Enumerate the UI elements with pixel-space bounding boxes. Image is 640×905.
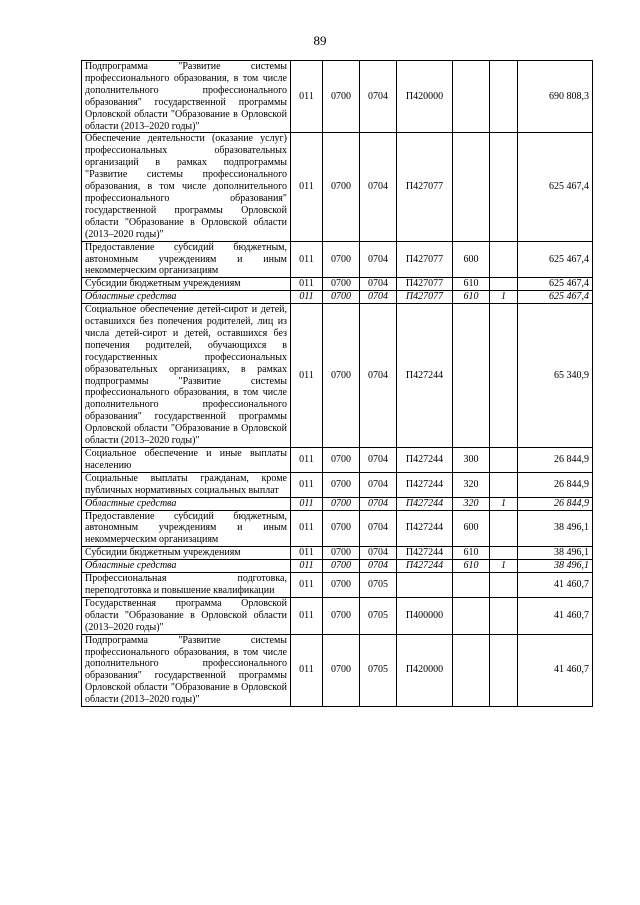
source-code	[490, 278, 518, 291]
ministry-code: 011	[291, 278, 323, 291]
target-code: П427244	[397, 510, 453, 547]
section-code: 0700	[323, 304, 360, 448]
ministry-code: 011	[291, 61, 323, 133]
table-row	[82, 241, 593, 278]
row-name: Областные средства	[82, 560, 291, 573]
page-number: 89	[313, 33, 327, 48]
amount: 625 467,4	[518, 278, 593, 291]
target-code: П427244	[397, 547, 453, 560]
table-row	[82, 133, 593, 241]
target-code: П427077	[397, 291, 453, 304]
table-row	[82, 448, 593, 473]
subsection-code: 0704	[360, 304, 397, 448]
table-row	[82, 304, 593, 448]
source-code	[490, 472, 518, 497]
target-code: П427244	[397, 560, 453, 573]
section-code: 0700	[323, 133, 360, 241]
amount: 26 844,9	[518, 472, 593, 497]
row-name: Областные средства	[82, 291, 291, 304]
section-code: 0700	[323, 560, 360, 573]
expense-type-code	[453, 634, 490, 706]
row-name: Профессиональная подготовка, переподготовка и повышение квалификации	[82, 573, 291, 598]
expense-type-code: 610	[453, 560, 490, 573]
subsection-code: 0704	[360, 133, 397, 241]
table-row-regional-funds	[82, 291, 593, 304]
table-row	[82, 61, 593, 133]
section-code: 0700	[323, 291, 360, 304]
table-row	[82, 510, 593, 547]
expense-type-code: 600	[453, 241, 490, 278]
row-name: Социальное обеспечение и иные выплаты населению	[82, 448, 291, 473]
amount: 625 467,4	[518, 291, 593, 304]
section-code: 0700	[323, 448, 360, 473]
section-code: 0700	[323, 61, 360, 133]
row-name: Областные средства	[82, 497, 291, 510]
table-row	[82, 278, 593, 291]
ministry-code: 011	[291, 597, 323, 634]
target-code: П427077	[397, 278, 453, 291]
ministry-code: 011	[291, 448, 323, 473]
amount: 38 496,1	[518, 560, 593, 573]
expense-type-code: 300	[453, 448, 490, 473]
row-name: Субсидии бюджетным учреждениям	[82, 547, 291, 560]
subsection-code: 0704	[360, 291, 397, 304]
table-row	[82, 597, 593, 634]
section-code: 0700	[323, 497, 360, 510]
section-code: 0700	[323, 510, 360, 547]
source-code: 1	[490, 560, 518, 573]
ministry-code: 011	[291, 133, 323, 241]
amount: 65 340,9	[518, 304, 593, 448]
row-name: Социальные выплаты гражданам, кроме публичных нормативных социальных выплат	[82, 472, 291, 497]
amount: 41 460,7	[518, 597, 593, 634]
source-code	[490, 573, 518, 598]
section-code: 0700	[323, 547, 360, 560]
source-code	[490, 241, 518, 278]
amount: 41 460,7	[518, 634, 593, 706]
source-code: 1	[490, 291, 518, 304]
ministry-code: 011	[291, 560, 323, 573]
expense-type-code: 320	[453, 497, 490, 510]
budget-table	[81, 60, 593, 707]
target-code: П400000	[397, 597, 453, 634]
source-code	[490, 547, 518, 560]
subsection-code: 0705	[360, 634, 397, 706]
amount: 38 496,1	[518, 510, 593, 547]
source-code	[490, 510, 518, 547]
amount: 26 844,9	[518, 497, 593, 510]
row-name: Подпрограмма "Развитие системы профессионального образования, в том числе дополнительного профессионального образования" государственной программы Орловской области "Образование в Орловской области (2013–2020 годы)"	[82, 634, 291, 706]
source-code	[490, 304, 518, 448]
target-code: П427244	[397, 448, 453, 473]
ministry-code: 011	[291, 472, 323, 497]
amount: 625 467,4	[518, 241, 593, 278]
source-code	[490, 61, 518, 133]
table-row	[82, 634, 593, 706]
target-code: П427244	[397, 497, 453, 510]
section-code: 0700	[323, 278, 360, 291]
target-code: П420000	[397, 634, 453, 706]
expense-type-code: 610	[453, 547, 490, 560]
subsection-code: 0704	[360, 278, 397, 291]
ministry-code: 011	[291, 291, 323, 304]
section-code: 0700	[323, 472, 360, 497]
ministry-code: 011	[291, 497, 323, 510]
target-code: П427077	[397, 241, 453, 278]
subsection-code: 0705	[360, 597, 397, 634]
expense-type-code	[453, 61, 490, 133]
expense-type-code	[453, 133, 490, 241]
expense-type-code: 610	[453, 278, 490, 291]
target-code: П427244	[397, 304, 453, 448]
subsection-code: 0704	[360, 241, 397, 278]
source-code	[490, 133, 518, 241]
row-name: Государственная программа Орловской области "Образование в Орловской области (2013–2020 годы)"	[82, 597, 291, 634]
subsection-code: 0704	[360, 61, 397, 133]
section-code: 0700	[323, 241, 360, 278]
table-row-regional-funds	[82, 497, 593, 510]
ministry-code: 011	[291, 510, 323, 547]
amount: 38 496,1	[518, 547, 593, 560]
table-row	[82, 472, 593, 497]
row-name: Предоставление субсидий бюджетным, автономным учреждениям и иным некоммерческим организациям	[82, 510, 291, 547]
amount: 41 460,7	[518, 573, 593, 598]
row-name: Социальное обеспечение детей-сирот и детей, оставшихся без попечения родителей, лиц из числа детей-сирот и детей, оставшихся без попечения родителей, обучающихся в государственных профессиональных образовательных организациях, в рамках подпрограммы "Развитие системы профессионального образования, в том числе дополнительного профессионального образования" государственной программы Орловской области "Образование в Орловской области (2013–2020 годы)"	[82, 304, 291, 448]
target-code	[397, 573, 453, 598]
table-row	[82, 547, 593, 560]
section-code: 0700	[323, 573, 360, 598]
table-row	[82, 573, 593, 598]
subsection-code: 0704	[360, 497, 397, 510]
expense-type-code: 610	[453, 291, 490, 304]
amount: 690 808,3	[518, 61, 593, 133]
expense-type-code	[453, 597, 490, 634]
source-code	[490, 448, 518, 473]
expense-type-code: 320	[453, 472, 490, 497]
row-name: Субсидии бюджетным учреждениям	[82, 278, 291, 291]
subsection-code: 0704	[360, 510, 397, 547]
source-code	[490, 597, 518, 634]
target-code: П427077	[397, 133, 453, 241]
row-name: Подпрограмма "Развитие системы профессионального образования, в том числе дополнительного профессионального образования" государственной программы Орловской области "Образование в Орловской области (2013–2020 годы)"	[82, 61, 291, 133]
source-code: 1	[490, 497, 518, 510]
expense-type-code: 600	[453, 510, 490, 547]
table-row-regional-funds	[82, 560, 593, 573]
ministry-code: 011	[291, 573, 323, 598]
amount: 26 844,9	[518, 448, 593, 473]
source-code	[490, 634, 518, 706]
ministry-code: 011	[291, 241, 323, 278]
subsection-code: 0704	[360, 448, 397, 473]
target-code: П427244	[397, 472, 453, 497]
row-name: Предоставление субсидий бюджетным, автономным учреждениям и иным некоммерческим организациям	[82, 241, 291, 278]
expense-type-code	[453, 573, 490, 598]
subsection-code: 0704	[360, 560, 397, 573]
target-code: П420000	[397, 61, 453, 133]
subsection-code: 0704	[360, 547, 397, 560]
amount: 625 467,4	[518, 133, 593, 241]
subsection-code: 0705	[360, 573, 397, 598]
ministry-code: 011	[291, 547, 323, 560]
subsection-code: 0704	[360, 472, 397, 497]
expense-type-code	[453, 304, 490, 448]
row-name: Обеспечение деятельности (оказание услуг) профессиональных образовательных организаций в рамках подпрограммы "Развитие системы профессионального образования, в том числе дополнительного профессионального образования" государственной программы Орловской области "Образование в Орловской области (2013–2020 годы)"	[82, 133, 291, 241]
ministry-code: 011	[291, 304, 323, 448]
section-code: 0700	[323, 597, 360, 634]
ministry-code: 011	[291, 634, 323, 706]
section-code: 0700	[323, 634, 360, 706]
